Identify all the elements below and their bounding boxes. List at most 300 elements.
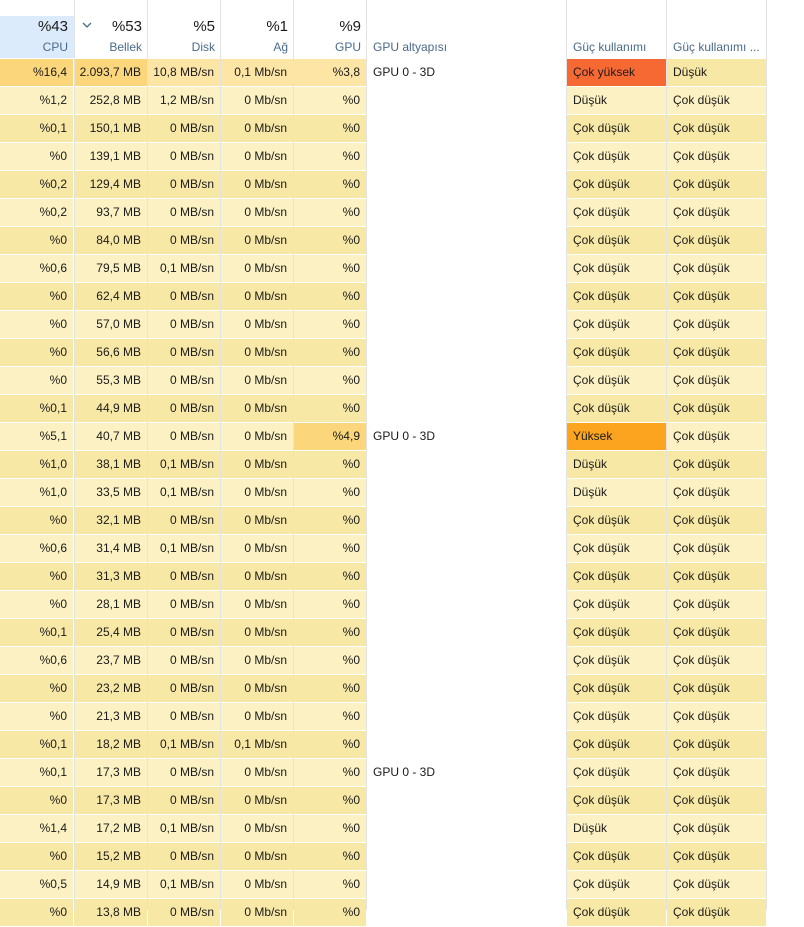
cpu-cell: %0: [0, 591, 73, 618]
cpu-cell: %0: [0, 227, 73, 254]
gpu-engine-cell: [367, 619, 566, 646]
disk-cell: 0,1 MB/sn: [148, 871, 220, 898]
gpu-cell: %0: [294, 451, 366, 478]
header-memory[interactable]: [74, 16, 148, 58]
gpu-engine-cell: [367, 255, 566, 282]
power-usage-cell: Düşük: [567, 815, 666, 842]
network-cell: 0 Mb/sn: [221, 143, 293, 170]
power-usage-cell: Çok düşük: [567, 367, 666, 394]
header-gpu[interactable]: [294, 16, 367, 58]
gpu-cell: %4,9: [294, 423, 366, 450]
power-trend-cell: Çok düşük: [667, 339, 766, 366]
power-usage-cell: Çok düşük: [567, 535, 666, 562]
header-cpu-pct: %43: [37, 18, 68, 35]
header-network[interactable]: [221, 16, 294, 58]
memory-cell: 40,7 MB: [74, 423, 147, 450]
gpu-cell: %0: [294, 815, 366, 842]
table-row[interactable]: [0, 227, 804, 255]
power-trend-cell: Çok düşük: [667, 871, 766, 898]
memory-cell: 14,9 MB: [74, 871, 147, 898]
cpu-cell: %0,1: [0, 115, 73, 142]
header-disk-label: Disk: [191, 40, 215, 54]
cpu-cell: %16,4: [0, 59, 73, 86]
power-usage-cell: Çok yüksek: [567, 59, 666, 86]
header-power-usage-trend-label: Güç kullanımı ...: [673, 40, 760, 54]
table-row[interactable]: [0, 647, 804, 675]
table-row[interactable]: [0, 423, 804, 451]
cpu-cell: %1,2: [0, 87, 73, 114]
cpu-cell: %0,6: [0, 535, 73, 562]
gpu-cell: %0: [294, 759, 366, 786]
disk-cell: 0 MB/sn: [148, 759, 220, 786]
disk-cell: 0 MB/sn: [148, 899, 220, 926]
memory-cell: 56,6 MB: [74, 339, 147, 366]
power-usage-cell: Çok düşük: [567, 339, 666, 366]
gpu-cell: %0: [294, 311, 366, 338]
memory-cell: 150,1 MB: [74, 115, 147, 142]
cpu-cell: %0: [0, 367, 73, 394]
power-usage-cell: Düşük: [567, 479, 666, 506]
memory-cell: 33,5 MB: [74, 479, 147, 506]
network-cell: 0 Mb/sn: [221, 815, 293, 842]
table-row[interactable]: [0, 339, 804, 367]
gpu-engine-cell: [367, 731, 566, 758]
table-row[interactable]: [0, 171, 804, 199]
cpu-cell: %0,6: [0, 647, 73, 674]
gpu-cell: %0: [294, 395, 366, 422]
disk-cell: 0 MB/sn: [148, 199, 220, 226]
power-usage-cell: Çok düşük: [567, 899, 666, 926]
memory-cell: 139,1 MB: [74, 143, 147, 170]
column-divider[interactable]: [666, 0, 667, 910]
network-cell: 0 Mb/sn: [221, 787, 293, 814]
disk-cell: 0 MB/sn: [148, 619, 220, 646]
gpu-engine-cell: [367, 339, 566, 366]
cpu-cell: %0: [0, 703, 73, 730]
network-cell: 0 Mb/sn: [221, 843, 293, 870]
column-divider[interactable]: [366, 0, 367, 910]
power-trend-cell: Çok düşük: [667, 255, 766, 282]
gpu-cell: %0: [294, 563, 366, 590]
table-row[interactable]: [0, 871, 804, 899]
gpu-engine-cell: [367, 143, 566, 170]
chevron-down-icon: [82, 20, 92, 30]
gpu-cell: %0: [294, 367, 366, 394]
power-usage-cell: Çok düşük: [567, 787, 666, 814]
cpu-cell: %0: [0, 507, 73, 534]
power-usage-cell: Çok düşük: [567, 619, 666, 646]
header-cpu-label: CPU: [42, 40, 68, 54]
table-row[interactable]: [0, 535, 804, 563]
disk-cell: 0,1 MB/sn: [148, 451, 220, 478]
network-cell: 0,1 Mb/sn: [221, 731, 293, 758]
gpu-engine-cell: [367, 703, 566, 730]
gpu-cell: %0: [294, 255, 366, 282]
gpu-cell: %0: [294, 731, 366, 758]
gpu-engine-cell: [367, 507, 566, 534]
cpu-cell: %0,2: [0, 199, 73, 226]
power-trend-cell: Çok düşük: [667, 171, 766, 198]
gpu-cell: %0: [294, 619, 366, 646]
gpu-engine-cell: [367, 871, 566, 898]
power-usage-cell: Çok düşük: [567, 591, 666, 618]
memory-cell: 13,8 MB: [74, 899, 147, 926]
gpu-cell: %0: [294, 591, 366, 618]
header-power-usage-trend[interactable]: [667, 16, 767, 58]
disk-cell: 0,1 MB/sn: [148, 535, 220, 562]
gpu-engine-cell: [367, 479, 566, 506]
disk-cell: 10,8 MB/sn: [148, 59, 220, 86]
table-row[interactable]: [0, 59, 804, 87]
power-usage-cell: Çok düşük: [567, 507, 666, 534]
gpu-cell: %0: [294, 703, 366, 730]
column-divider[interactable]: [74, 0, 75, 910]
header-gpu-engine[interactable]: [367, 16, 567, 58]
network-cell: 0 Mb/sn: [221, 703, 293, 730]
gpu-cell: %0: [294, 871, 366, 898]
power-usage-cell: Çok düşük: [567, 311, 666, 338]
gpu-engine-cell: [367, 171, 566, 198]
header-power-usage[interactable]: [567, 16, 667, 58]
power-usage-cell: Çok düşük: [567, 143, 666, 170]
memory-cell: 44,9 MB: [74, 395, 147, 422]
memory-cell: 25,4 MB: [74, 619, 147, 646]
column-divider[interactable]: [220, 0, 221, 910]
network-cell: 0 Mb/sn: [221, 87, 293, 114]
table-row[interactable]: [0, 507, 804, 535]
power-trend-cell: Çok düşük: [667, 731, 766, 758]
power-usage-cell: Çok düşük: [567, 199, 666, 226]
disk-cell: 0,1 MB/sn: [148, 815, 220, 842]
table-row[interactable]: [0, 143, 804, 171]
power-trend-cell: Çok düşük: [667, 423, 766, 450]
table-row[interactable]: [0, 115, 804, 143]
power-trend-cell: Çok düşük: [667, 311, 766, 338]
power-usage-cell: Çok düşük: [567, 731, 666, 758]
table-row[interactable]: [0, 479, 804, 507]
memory-cell: 23,2 MB: [74, 675, 147, 702]
gpu-engine-cell: [367, 535, 566, 562]
header-cpu[interactable]: [0, 16, 74, 58]
network-cell: 0 Mb/sn: [221, 899, 293, 926]
gpu-cell: %0: [294, 339, 366, 366]
table-row[interactable]: [0, 675, 804, 703]
memory-cell: 17,2 MB: [74, 815, 147, 842]
memory-cell: 2.093,7 MB: [74, 59, 147, 86]
gpu-cell: %0: [294, 283, 366, 310]
disk-cell: 1,2 MB/sn: [148, 87, 220, 114]
gpu-cell: %3,8: [294, 59, 366, 86]
power-trend-cell: Çok düşük: [667, 675, 766, 702]
cpu-cell: %0: [0, 787, 73, 814]
disk-cell: 0,1 MB/sn: [148, 255, 220, 282]
table-row[interactable]: [0, 255, 804, 283]
table-row[interactable]: [0, 451, 804, 479]
table-row[interactable]: [0, 395, 804, 423]
cpu-cell: %0: [0, 563, 73, 590]
network-cell: 0 Mb/sn: [221, 255, 293, 282]
power-trend-cell: Çok düşük: [667, 115, 766, 142]
power-usage-cell: Düşük: [567, 87, 666, 114]
memory-cell: 21,3 MB: [74, 703, 147, 730]
header-disk[interactable]: [148, 16, 221, 58]
power-trend-cell: Çok düşük: [667, 703, 766, 730]
power-trend-cell: Çok düşük: [667, 479, 766, 506]
cpu-cell: %0: [0, 143, 73, 170]
memory-cell: 252,8 MB: [74, 87, 147, 114]
table-row[interactable]: [0, 311, 804, 339]
gpu-engine-cell: GPU 0 - 3D: [373, 429, 436, 443]
power-usage-cell: Çok düşük: [567, 283, 666, 310]
network-cell: 0 Mb/sn: [221, 171, 293, 198]
memory-cell: 129,4 MB: [74, 171, 147, 198]
power-trend-cell: Çok düşük: [667, 759, 766, 786]
table-row[interactable]: [0, 815, 804, 843]
network-cell: 0 Mb/sn: [221, 563, 293, 590]
gpu-engine-cell: [367, 199, 566, 226]
network-cell: 0 Mb/sn: [221, 423, 293, 450]
power-usage-cell: Çok düşük: [567, 647, 666, 674]
gpu-engine-cell: [367, 899, 566, 926]
disk-cell: 0 MB/sn: [148, 423, 220, 450]
gpu-cell: %0: [294, 535, 366, 562]
power-trend-cell: Çok düşük: [667, 507, 766, 534]
gpu-engine-cell: [367, 787, 566, 814]
power-usage-cell: Çok düşük: [567, 871, 666, 898]
disk-cell: 0 MB/sn: [148, 787, 220, 814]
header-network-label: Ağ: [273, 40, 288, 54]
memory-cell: 18,2 MB: [74, 731, 147, 758]
header-memory-pct: %53: [111, 18, 142, 35]
power-usage-cell: Çok düşük: [567, 255, 666, 282]
power-usage-cell: Çok düşük: [567, 395, 666, 422]
table-row[interactable]: [0, 899, 804, 927]
power-trend-cell: Çok düşük: [667, 143, 766, 170]
gpu-engine-cell: GPU 0 - 3D: [373, 765, 436, 779]
disk-cell: 0 MB/sn: [148, 367, 220, 394]
gpu-engine-cell: [367, 591, 566, 618]
gpu-cell: %0: [294, 479, 366, 506]
network-cell: 0 Mb/sn: [221, 479, 293, 506]
network-cell: 0 Mb/sn: [221, 647, 293, 674]
power-usage-cell: Çok düşük: [567, 227, 666, 254]
gpu-cell: %0: [294, 199, 366, 226]
disk-cell: 0 MB/sn: [148, 703, 220, 730]
table-row[interactable]: [0, 787, 804, 815]
power-usage-cell: Düşük: [567, 451, 666, 478]
gpu-cell: %0: [294, 507, 366, 534]
table-row[interactable]: [0, 563, 804, 591]
power-usage-cell: Çok düşük: [567, 703, 666, 730]
cpu-cell: %0,1: [0, 731, 73, 758]
disk-cell: 0 MB/sn: [148, 563, 220, 590]
header-memory-label: Bellek: [109, 40, 142, 54]
gpu-engine-cell: [367, 115, 566, 142]
memory-cell: 38,1 MB: [74, 451, 147, 478]
memory-cell: 17,3 MB: [74, 787, 147, 814]
network-cell: 0 Mb/sn: [221, 451, 293, 478]
table-row[interactable]: [0, 367, 804, 395]
cpu-cell: %5,1: [0, 423, 73, 450]
power-trend-cell: Çok düşük: [667, 647, 766, 674]
gpu-cell: %0: [294, 843, 366, 870]
cpu-cell: %1,0: [0, 479, 73, 506]
gpu-engine-cell: [367, 87, 566, 114]
network-cell: 0 Mb/sn: [221, 199, 293, 226]
column-divider[interactable]: [566, 0, 567, 910]
gpu-cell: %0: [294, 647, 366, 674]
network-cell: 0 Mb/sn: [221, 759, 293, 786]
gpu-cell: %0: [294, 87, 366, 114]
disk-cell: 0 MB/sn: [148, 311, 220, 338]
power-trend-cell: Çok düşük: [667, 535, 766, 562]
memory-cell: 31,4 MB: [74, 535, 147, 562]
gpu-engine-cell: [367, 367, 566, 394]
memory-cell: 55,3 MB: [74, 367, 147, 394]
gpu-engine-cell: [367, 311, 566, 338]
column-divider[interactable]: [766, 0, 767, 910]
power-usage-cell: Çok düşük: [567, 115, 666, 142]
power-trend-cell: Çok düşük: [667, 899, 766, 926]
gpu-cell: %0: [294, 143, 366, 170]
header-network-pct: %1: [266, 18, 288, 35]
cpu-cell: %0: [0, 675, 73, 702]
cpu-cell: %0,1: [0, 395, 73, 422]
disk-cell: 0 MB/sn: [148, 591, 220, 618]
gpu-engine-cell: [367, 451, 566, 478]
gpu-engine-cell: [367, 843, 566, 870]
gpu-engine-cell: [367, 675, 566, 702]
memory-cell: 28,1 MB: [74, 591, 147, 618]
power-usage-cell: Çok düşük: [567, 171, 666, 198]
disk-cell: 0 MB/sn: [148, 171, 220, 198]
header-gpu-label: GPU: [334, 40, 361, 54]
disk-cell: 0,1 MB/sn: [148, 479, 220, 506]
power-trend-cell: Çok düşük: [667, 591, 766, 618]
header-power-usage-label: Güç kullanımı: [573, 40, 647, 54]
table-row[interactable]: [0, 731, 804, 759]
memory-cell: 84,0 MB: [74, 227, 147, 254]
cpu-cell: %0: [0, 283, 73, 310]
table-row[interactable]: [0, 703, 804, 731]
network-cell: 0 Mb/sn: [221, 115, 293, 142]
power-trend-cell: Çok düşük: [667, 619, 766, 646]
gpu-cell: %0: [294, 171, 366, 198]
network-cell: 0 Mb/sn: [221, 311, 293, 338]
gpu-engine-cell: [367, 227, 566, 254]
disk-cell: 0,1 MB/sn: [148, 731, 220, 758]
cpu-cell: %1,4: [0, 815, 73, 842]
disk-cell: 0 MB/sn: [148, 115, 220, 142]
column-divider[interactable]: [293, 0, 294, 910]
gpu-engine-cell: GPU 0 - 3D: [373, 65, 436, 79]
column-divider[interactable]: [147, 0, 148, 910]
gpu-cell: %0: [294, 787, 366, 814]
cpu-cell: %0,1: [0, 759, 73, 786]
gpu-engine-cell: [367, 395, 566, 422]
power-usage-cell: Çok düşük: [567, 563, 666, 590]
power-usage-cell: Çok düşük: [567, 675, 666, 702]
disk-cell: 0 MB/sn: [148, 507, 220, 534]
cpu-cell: %0,5: [0, 871, 73, 898]
table-row[interactable]: [0, 283, 804, 311]
header-disk-pct: %5: [193, 18, 215, 35]
table-row[interactable]: [0, 843, 804, 871]
disk-cell: 0 MB/sn: [148, 227, 220, 254]
power-usage-cell: Çok düşük: [567, 843, 666, 870]
memory-cell: 31,3 MB: [74, 563, 147, 590]
network-cell: 0 Mb/sn: [221, 535, 293, 562]
memory-cell: 17,3 MB: [74, 759, 147, 786]
power-trend-cell: Düşük: [667, 59, 766, 86]
network-cell: 0 Mb/sn: [221, 507, 293, 534]
network-cell: 0 Mb/sn: [221, 395, 293, 422]
table-row[interactable]: [0, 619, 804, 647]
network-cell: 0 Mb/sn: [221, 675, 293, 702]
memory-cell: 57,0 MB: [74, 311, 147, 338]
cpu-cell: %1,0: [0, 451, 73, 478]
network-cell: 0 Mb/sn: [221, 227, 293, 254]
network-cell: 0 Mb/sn: [221, 591, 293, 618]
table-row[interactable]: [0, 87, 804, 115]
network-cell: 0 Mb/sn: [221, 283, 293, 310]
cpu-cell: %0,2: [0, 171, 73, 198]
power-usage-cell: Çok düşük: [567, 759, 666, 786]
cpu-cell: %0: [0, 899, 73, 926]
cpu-cell: %0: [0, 843, 73, 870]
power-trend-cell: Çok düşük: [667, 227, 766, 254]
power-trend-cell: Çok düşük: [667, 199, 766, 226]
gpu-cell: %0: [294, 115, 366, 142]
disk-cell: 0 MB/sn: [148, 647, 220, 674]
gpu-cell: %0: [294, 899, 366, 926]
network-cell: 0 Mb/sn: [221, 871, 293, 898]
memory-cell: 79,5 MB: [74, 255, 147, 282]
table-row[interactable]: [0, 759, 804, 787]
gpu-engine-cell: [367, 563, 566, 590]
memory-cell: 32,1 MB: [74, 507, 147, 534]
disk-cell: 0 MB/sn: [148, 143, 220, 170]
gpu-cell: %0: [294, 675, 366, 702]
disk-cell: 0 MB/sn: [148, 395, 220, 422]
power-trend-cell: Çok düşük: [667, 367, 766, 394]
power-trend-cell: Çok düşük: [667, 815, 766, 842]
table-row[interactable]: [0, 199, 804, 227]
disk-cell: 0 MB/sn: [148, 283, 220, 310]
power-trend-cell: Çok düşük: [667, 563, 766, 590]
network-cell: 0,1 Mb/sn: [221, 59, 293, 86]
gpu-engine-cell: [367, 283, 566, 310]
cpu-cell: %0: [0, 339, 73, 366]
cpu-cell: %0: [0, 311, 73, 338]
power-usage-cell: Yüksek: [567, 423, 666, 450]
power-trend-cell: Çok düşük: [667, 87, 766, 114]
gpu-cell: %0: [294, 227, 366, 254]
cpu-cell: %0,1: [0, 619, 73, 646]
network-cell: 0 Mb/sn: [221, 339, 293, 366]
gpu-engine-cell: [367, 647, 566, 674]
header-gpu-engine-label: GPU altyapısı: [373, 40, 448, 54]
table-row[interactable]: [0, 591, 804, 619]
header-gpu-pct: %9: [339, 18, 361, 35]
power-trend-cell: Çok düşük: [667, 451, 766, 478]
memory-cell: 62,4 MB: [74, 283, 147, 310]
disk-cell: 0 MB/sn: [148, 675, 220, 702]
power-trend-cell: Çok düşük: [667, 787, 766, 814]
memory-cell: 23,7 MB: [74, 647, 147, 674]
power-trend-cell: Çok düşük: [667, 283, 766, 310]
disk-cell: 0 MB/sn: [148, 339, 220, 366]
